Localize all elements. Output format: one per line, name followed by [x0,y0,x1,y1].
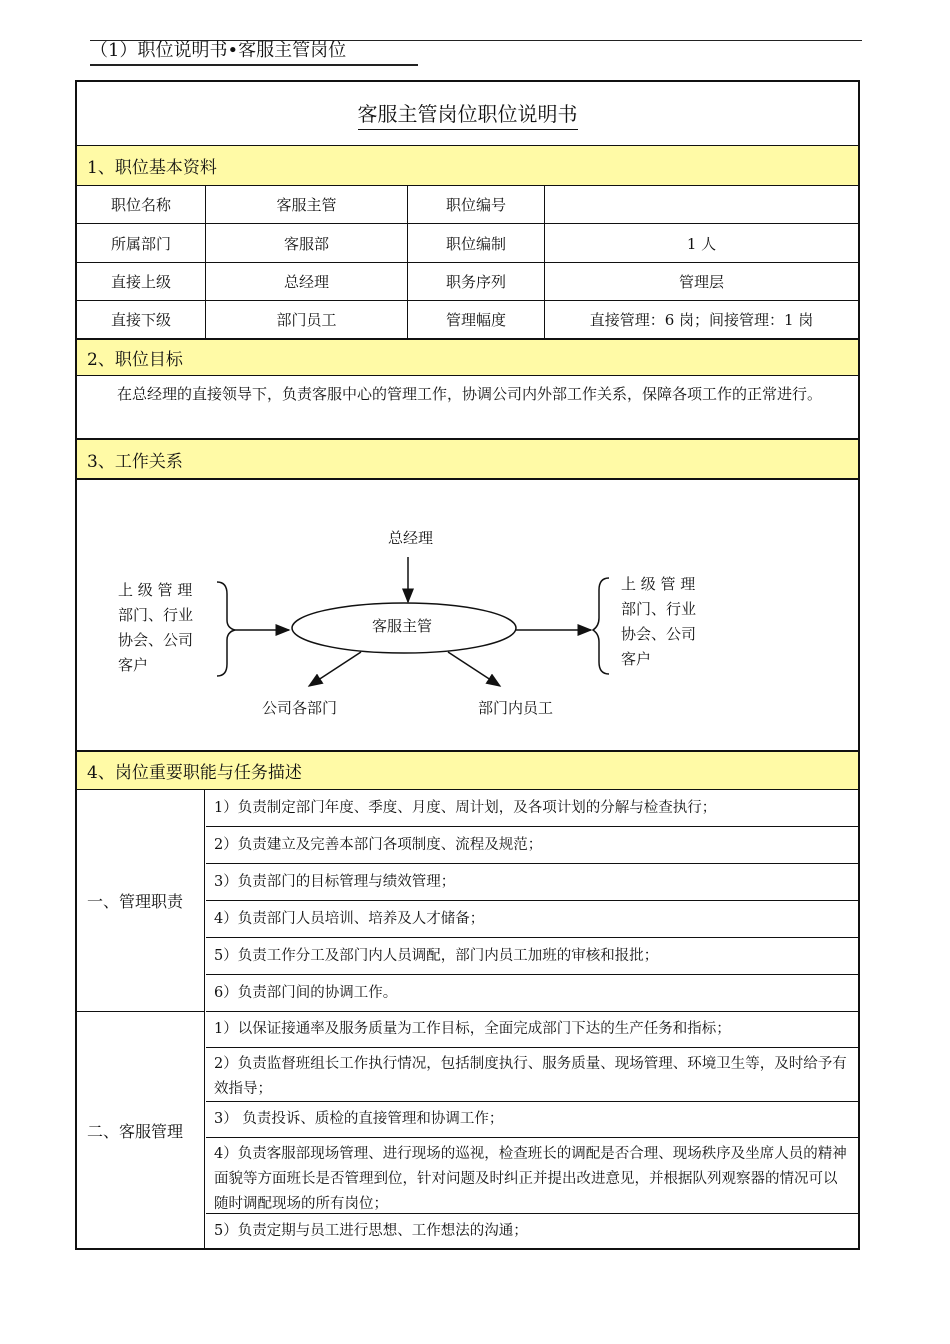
duty-item: 6）负责部门间的协调工作。 [206,975,858,1012]
info-label: 所属部门 [110,234,171,253]
node-center: 客服主管 [372,617,433,635]
node-right-line: 部门、行业 [621,600,697,618]
info-value: 总经理 [205,263,407,300]
duty-item: 2）负责建立及完善本部门各项制度、流程及规范； [206,827,858,864]
work-relationship-diagram [77,482,858,750]
node-right-line: 协会、公司 [621,625,697,643]
node-company-departments: 公司各部门 [262,699,338,717]
node-right-upstream [621,572,696,672]
info-row [77,224,858,263]
duty-item: 5）负责定期与员工进行思想、工作想法的沟通； [214,1222,528,1239]
info-value: 直接管理：6 岗；间接管理：1 岗 [544,301,858,338]
info-row [77,301,858,340]
node-right-line: 上 级 管 理 [621,575,696,593]
duty-item: 1）以保证接通率及服务质量为工作目标，全面完成部门下达的生产任务和指标； [206,1012,858,1048]
info-label: 职位名称 [110,196,171,214]
duty-item: 5）负责工作分工及部门内人员调配，部门内员工加班的审核和报批； [206,938,858,975]
info-label: 管理幅度 [407,301,544,338]
node-left-line: 客户 [118,656,149,674]
node-left-upstream [118,578,193,678]
section2-heading: 2、职位目标 [77,340,858,376]
duty-item: 1）负责制定部门年度、季度、月度、周计划，及各项计划的分解与检查执行； [206,790,858,827]
page-header-title: （1）职位说明书•客服主管岗位 [90,40,347,61]
form-title: 客服主管岗位职位说明书 [358,98,578,130]
arrow-center-to-departments [309,652,361,686]
section3-heading: 3、工作关系 [77,440,858,480]
info-value: 管理层 [544,263,858,300]
info-value: 1 人 [544,224,858,262]
info-value: 客服部 [205,224,407,262]
job-description-form [75,80,860,1250]
node-department-staff: 部门内员工 [478,699,554,717]
info-label: 直接上级 [110,273,171,291]
duty-item: 3） 负责投诉、质检的直接管理和协调工作； [206,1102,858,1138]
info-row [77,263,858,301]
info-label: 职位编号 [407,186,544,223]
info-row [77,186,858,224]
duty-item: 2）负责监督班组长工作执行情况，包括制度执行、服务质量、现场管理、环境卫生等，及时给予有效指导； [206,1048,858,1102]
info-label: 职务序列 [407,263,544,300]
info-value: 部门员工 [205,301,407,338]
left-brace [217,582,235,676]
right-brace [593,578,609,674]
header-underline [90,64,418,66]
node-general-manager: 总经理 [388,529,434,547]
duty-item: 3）负责部门的目标管理与绩效管理； [206,864,858,901]
node-left-line: 上 级 管 理 [118,581,193,599]
section2-text: 在总经理的直接领导下，负责客服中心的管理工作，协调公司内外部工作关系，保障各项工作的正常进行。 [77,376,858,440]
info-value [544,186,858,223]
node-left-line: 部门、行业 [118,606,194,624]
arrow-center-to-staff [448,652,500,686]
info-label: 直接下级 [110,311,171,329]
duty-group-label: 二、客服管理 [77,1012,205,1248]
section1-heading: 1、职位基本资料 [77,146,858,186]
duty-group-label: 一、管理职责 [77,790,205,1012]
info-value: 客服主管 [205,186,407,223]
diagram-graphics [77,482,858,750]
node-right-line: 客户 [621,650,652,668]
form-title-row [77,82,858,146]
duty-item: 4）负责部门人员培训、培养及人才储备； [206,901,858,938]
section4-heading: 4、岗位重要职能与任务描述 [77,750,858,790]
duty-item: 4）负责客服部现场管理、进行现场的巡视，检查班长的调配是否合理、现场秩序及坐席人员的精神面貌等方面班长是否管理到位，针对问题及时纠正并提出改进意见，并根据队列观察器的情况可以随时调配现场的所有岗位； [206,1138,858,1214]
info-label: 职位编制 [407,224,544,262]
node-left-line: 协会、公司 [118,631,194,649]
